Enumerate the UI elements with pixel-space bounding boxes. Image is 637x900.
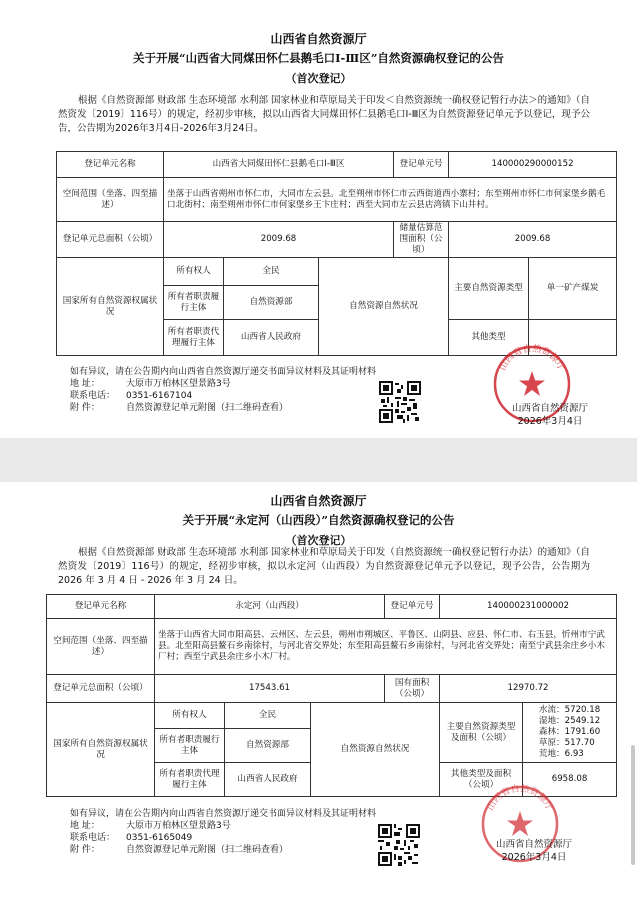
notice-1-footer — [70, 366, 376, 414]
notice-2-org: 山西省自然资源厅 — [270, 494, 367, 508]
unit-no-label: 登记单元号 — [394, 152, 449, 178]
phone-value: 0351-6165049 — [126, 833, 193, 843]
phone-label: 联系电话： — [70, 391, 116, 401]
other-type-label: 其他类型及面积（公顷） — [440, 763, 523, 797]
other-type-value: 6958.08 — [523, 763, 617, 797]
attachment-row — [70, 844, 376, 856]
notice-1-intro: 根据《自然资源部 财政部 生态环境部 水利部 国家林业和草原局关于印发＜自然资源统一确权登记暂行办法＞的通知》（自然资发〔2019〕116号）的规定，经初步审核，拟以山西省大同煤田怀仁县鹅毛口Ⅰ-Ⅲ区为自然资源登记单元予以登记，现予公告，公告期为2026年3月4日-2026年3月24日。 — [58, 95, 590, 134]
notice-2-title: 关于开展“永定河（山西段）”自然资源确权登记的公告 — [182, 513, 455, 527]
svg-text:山西省自然资源厅 — [496, 344, 567, 372]
state-area-label: 国有面积（公顷） — [385, 675, 440, 703]
main-type-item: 森林：1791.60 — [538, 727, 601, 737]
notice-1-org: 山西省自然资源厅 — [270, 32, 367, 46]
page-gap — [0, 438, 637, 482]
notice-2-intro: 根据《自然资源部 财政部 生态环境部 水利部 国家林业和草原局关于印发（自然资源统一确权登记暂行办法）的通知》（自然资发〔2019〕116号）的规定，经初步审核，拟以永定河（山西段）为自然资源登记单元予以登记，现予公告，公告期为 2026 年 3 月 4 日 - 2026 年 3 月 24 日。 — [58, 547, 590, 586]
address-label: 地 址： — [70, 379, 100, 389]
notice-1-subtitle: （首次登记） — [285, 72, 352, 85]
main-type-label: 主要自然资源类型及面积（公顷） — [440, 703, 523, 763]
owner-label: 所有权人 — [164, 258, 224, 286]
unit-name-value: 山西省大同煤田怀仁县鹅毛口Ⅰ-Ⅲ区 — [164, 152, 394, 178]
unit-name-label: 登记单元名称 — [47, 595, 155, 619]
phone-value: 0351-6167104 — [126, 391, 193, 401]
main-type-item: 草原：517.70 — [538, 738, 595, 748]
proxy-value: 山西省人民政府 — [224, 320, 319, 356]
unit-no-value: 140000290000152 — [449, 152, 617, 178]
main-type-value: 单一矿产煤炭 — [529, 258, 617, 320]
notice-1-title: 关于开展“山西省大同煤田怀仁县鹅毛口Ⅰ-Ⅲ区”自然资源确权登记的公告 — [133, 51, 504, 65]
natural-status-label: 自然资源自然状况 — [311, 703, 440, 797]
phone-row — [70, 832, 376, 844]
space-label: 空间范围（坐落、四至描述） — [47, 619, 155, 675]
address-value: 大原市万柏林区望景路3号 — [126, 821, 231, 831]
sign-date: 2026年3月4日 — [517, 416, 583, 427]
attachment-label: 附 件： — [70, 403, 100, 413]
state-area-value: 12970.72 — [440, 675, 617, 703]
duty-value: 自然资源部 — [225, 729, 311, 763]
address-label: 地 址： — [70, 821, 100, 831]
rights-label: 国家所有自然资源权属状况 — [57, 258, 164, 356]
scrollbar[interactable] — [631, 745, 635, 865]
address-value: 大原市万柏林区望景路3号 — [126, 379, 231, 389]
area-label: 登记单元总面积（公顷） — [57, 222, 164, 258]
notice-2-register-table — [46, 594, 617, 797]
notice-2 — [0, 482, 637, 900]
qr-code-icon[interactable] — [379, 381, 421, 423]
address-row — [70, 820, 376, 832]
sign-org: 山西省自然资源厅 — [512, 403, 589, 414]
unit-no-value: 140000231000002 — [440, 595, 617, 619]
area-label: 登记单元总面积（公顷） — [47, 675, 155, 703]
duty-value: 自然资源部 — [224, 286, 319, 320]
notice-2-subtitle: （首次登记） — [285, 534, 352, 547]
proxy-label: 所有者职责代理履行主体 — [155, 763, 225, 797]
attachment-label: 附 件： — [70, 845, 100, 855]
space-label: 空间范围（坐落、四至描述） — [57, 178, 164, 222]
reserve-label: 储量估算范围面积（公顷） — [394, 222, 449, 258]
natural-status-label: 自然资源自然状况 — [319, 258, 449, 356]
unit-name-value: 永定河（山西段） — [155, 595, 385, 619]
qr-code-icon[interactable] — [378, 824, 420, 866]
unit-no-label: 登记单元号 — [385, 595, 440, 619]
other-type-label: 其他类型 — [449, 320, 529, 356]
owner-value: 全民 — [224, 258, 319, 286]
notice-1-signature — [512, 402, 588, 428]
rights-label: 国家所有自然资源权属状况 — [47, 703, 155, 797]
address-row — [70, 378, 376, 390]
proxy-label: 所有者职责代理履行主体 — [164, 320, 224, 356]
notice-2-footer — [70, 808, 376, 856]
duty-label: 所有者职责履行主体 — [164, 286, 224, 320]
objection-text: 如有异议，请在公告期内向山西省自然资源厅递交书面异议材料及其证明材料 — [70, 809, 377, 819]
sign-org: 山西省自然资源厅 — [496, 839, 573, 850]
seal-text: 山西省自然资源厅 — [497, 344, 567, 373]
phone-row — [70, 390, 376, 402]
proxy-value: 山西省人民政府 — [225, 763, 311, 797]
main-type-list — [539, 705, 600, 760]
notice-2-signature — [496, 838, 572, 864]
sign-date: 2026年3月4日 — [501, 852, 567, 863]
area-value: 17543.61 — [155, 675, 385, 703]
main-type-values — [523, 703, 617, 763]
main-type-item: 水流：5720.18 — [538, 705, 601, 715]
reserve-value: 2009.68 — [449, 222, 617, 258]
main-type-item: 荒地：6.93 — [538, 749, 584, 759]
attachment-value: 自然资源登记单元附图（扫二维码查看） — [126, 845, 289, 855]
phone-label: 联系电话： — [70, 833, 116, 843]
seal-text: 山西省自然资源厅 — [485, 784, 555, 813]
space-value: 坐落于山西省大同市阳高县、云州区、左云县，朔州市朔城区、平鲁区、山阴县、应县、怀仁市、右玉县，忻州市宁武县。北至阳高县鳌石乡南徐村，与河北省交界处；东至阳高县鳌石乡南徐村，与河北省交界处；南至宁武县余庄乡小木厂村；西至宁武县余庄乡小木厂村。 — [155, 619, 617, 675]
owner-value: 全民 — [225, 703, 311, 729]
area-value: 2009.68 — [164, 222, 394, 258]
duty-label: 所有者职责履行主体 — [155, 729, 225, 763]
objection-text: 如有异议，请在公告期内向山西省自然资源厅递交书面异议材料及其证明材料 — [70, 367, 377, 377]
attachment-value: 自然资源登记单元附图（扫二维码查看） — [126, 403, 289, 413]
main-type-item: 湿地：2549.12 — [538, 716, 601, 726]
notice-1-register-table — [56, 151, 617, 356]
svg-text:山西省自然资源厅 — [484, 784, 555, 812]
owner-label: 所有权人 — [155, 703, 225, 729]
unit-name-label: 登记单元名称 — [57, 152, 164, 178]
attachment-row — [70, 402, 376, 414]
notice-1 — [0, 0, 637, 438]
main-type-label: 主要自然资源类型 — [449, 258, 529, 320]
space-value: 坐落于山西省朔州市怀仁市，大同市左云县。北至朔州市怀仁市云西街道西小寨村；东至朔州市怀仁市何家堡乡鹅毛口北街村；南至朔州市怀仁市何家堡乡王卞庄村；西至大同市左云县店湾镇下山井村。 — [164, 178, 617, 222]
